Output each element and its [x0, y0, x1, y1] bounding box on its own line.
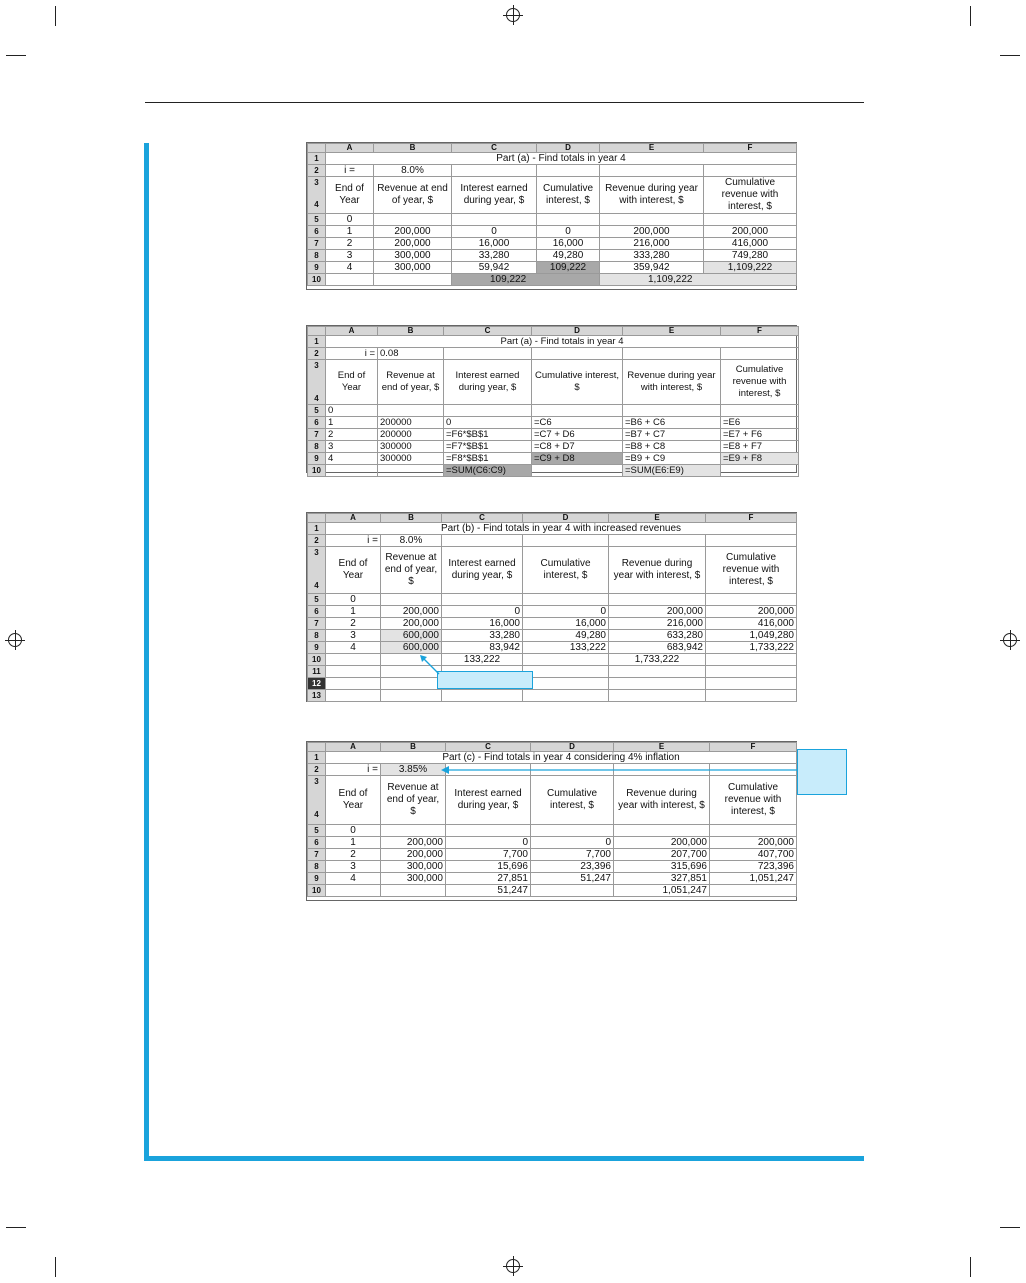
row-header[interactable]: 1	[308, 336, 326, 348]
cell[interactable]	[721, 405, 799, 417]
cell[interactable]	[614, 825, 710, 837]
cell[interactable]: 200,000	[381, 837, 446, 849]
cell[interactable]: =E7 + F6	[721, 429, 799, 441]
column-header[interactable]: C	[452, 144, 537, 153]
cell[interactable]: 359,942	[600, 262, 704, 274]
cell[interactable]: 200,000	[600, 226, 704, 238]
cell[interactable]	[706, 535, 797, 547]
cell[interactable]: 59,942	[452, 262, 537, 274]
column-label[interactable]: End of Year	[326, 177, 374, 214]
row-header[interactable]: 7	[308, 849, 326, 861]
cell[interactable]	[706, 690, 797, 702]
cell[interactable]	[710, 885, 797, 897]
crop-mark	[6, 55, 26, 56]
total-revenue-cell[interactable]: =SUM(E6:E9)	[623, 465, 721, 477]
cell[interactable]: 723,396	[710, 861, 797, 873]
column-header[interactable]: B	[381, 743, 446, 752]
cell[interactable]: 200,000	[381, 606, 442, 618]
cell-highlighted[interactable]: 600,000	[381, 630, 442, 642]
cell[interactable]: 4	[326, 873, 381, 885]
column-header[interactable]: B	[378, 327, 444, 336]
row-header[interactable]: 1	[308, 523, 326, 535]
row-header[interactable]: 1	[308, 153, 326, 165]
cell[interactable]	[326, 885, 381, 897]
cell[interactable]: 1	[326, 606, 381, 618]
total-interest-cell[interactable]: 51,247	[446, 885, 531, 897]
cell[interactable]	[378, 465, 444, 477]
cell[interactable]	[326, 654, 381, 666]
column-label[interactable]: Interest earned during year, $	[446, 776, 531, 825]
row-header[interactable]: 5	[308, 405, 326, 417]
column-header[interactable]: D	[537, 144, 600, 153]
crop-mark	[55, 1257, 56, 1277]
cell[interactable]: 23,396	[531, 861, 614, 873]
cell[interactable]	[523, 690, 609, 702]
cell[interactable]: 133,222	[523, 642, 609, 654]
cell[interactable]: 200000	[378, 417, 444, 429]
column-label[interactable]: Cumulative revenue with interest, $	[704, 177, 797, 214]
column-label[interactable]: Cumulative revenue with interest, $	[721, 360, 799, 405]
cell[interactable]: 0	[326, 214, 374, 226]
row-header[interactable]: 13	[308, 690, 326, 702]
cell[interactable]: 33,280	[452, 250, 537, 262]
cell[interactable]: 200,000	[609, 606, 706, 618]
cell[interactable]: 0	[326, 405, 378, 417]
column-header[interactable]: B	[374, 144, 452, 153]
cell[interactable]	[704, 165, 797, 177]
row-header[interactable]: 5	[308, 214, 326, 226]
cell[interactable]: 3	[326, 861, 381, 873]
cell[interactable]	[609, 594, 706, 606]
cell[interactable]	[623, 405, 721, 417]
row-header[interactable]: 2	[308, 165, 326, 177]
cell[interactable]	[532, 465, 623, 477]
cell[interactable]: 0	[531, 837, 614, 849]
column-header[interactable]: C	[446, 743, 531, 752]
cell[interactable]: 200,000	[381, 849, 446, 861]
callout-box	[797, 749, 847, 795]
cell[interactable]: =F7*$B$1	[444, 441, 532, 453]
cell[interactable]: 3	[326, 250, 374, 262]
row-header[interactable]: 6	[308, 226, 326, 238]
cell[interactable]	[374, 274, 452, 286]
cell[interactable]: 4	[326, 262, 374, 274]
cell[interactable]: 0	[446, 837, 531, 849]
cell[interactable]: 16,000	[452, 238, 537, 250]
cell[interactable]: 416,000	[704, 238, 797, 250]
cell[interactable]	[531, 825, 614, 837]
cell[interactable]: 0	[452, 226, 537, 238]
cell-highlighted[interactable]: =C9 + D8	[532, 453, 623, 465]
sheet-title[interactable]: Part (c) - Find totals in year 4 considering 4% inflation	[326, 752, 797, 764]
corner-cell[interactable]	[308, 327, 326, 336]
cell[interactable]	[381, 594, 442, 606]
row-header[interactable]: 10	[308, 885, 326, 897]
column-label[interactable]: Cumulative interest, $	[531, 776, 614, 825]
sheet-title[interactable]: Part (a) - Find totals in year 4	[326, 153, 797, 165]
cell[interactable]	[378, 405, 444, 417]
cell[interactable]: 0	[537, 226, 600, 238]
cell[interactable]: =F6*$B$1	[444, 429, 532, 441]
row-header[interactable]: 3 4	[308, 547, 326, 594]
column-header[interactable]: E	[623, 327, 721, 336]
row-header[interactable]: 5	[308, 825, 326, 837]
cell-highlighted[interactable]: =E9 + F8	[721, 453, 799, 465]
column-label[interactable]: Revenue at end of year, $	[381, 547, 442, 594]
column-label[interactable]: Interest earned during year, $	[452, 177, 537, 214]
row-header[interactable]: 2	[308, 764, 326, 776]
row-header[interactable]: 7	[308, 429, 326, 441]
column-header[interactable]: E	[609, 514, 706, 523]
cell[interactable]	[710, 825, 797, 837]
cell[interactable]	[326, 678, 381, 690]
row-header[interactable]: 8	[308, 441, 326, 453]
cell[interactable]: 683,942	[609, 642, 706, 654]
row-header[interactable]: 3 4	[308, 360, 326, 405]
cell[interactable]: 7,700	[446, 849, 531, 861]
cell[interactable]: 83,942	[442, 642, 523, 654]
cell[interactable]	[721, 348, 799, 360]
cell[interactable]: 27,851	[446, 873, 531, 885]
cell[interactable]: =E6	[721, 417, 799, 429]
column-header[interactable]: C	[442, 514, 523, 523]
column-label[interactable]: Revenue during year with interest, $	[609, 547, 706, 594]
cell[interactable]	[452, 165, 537, 177]
cell[interactable]	[444, 348, 532, 360]
cell[interactable]: 200,000	[614, 837, 710, 849]
column-header[interactable]: A	[326, 327, 378, 336]
cell[interactable]: 407,700	[710, 849, 797, 861]
cell[interactable]: 4	[326, 642, 381, 654]
header-rule	[145, 102, 864, 103]
cell[interactable]: 300,000	[374, 262, 452, 274]
row-header-selected[interactable]: 12	[308, 678, 326, 690]
cell[interactable]	[600, 214, 704, 226]
column-header[interactable]: F	[721, 327, 799, 336]
cell[interactable]	[523, 535, 609, 547]
crop-mark	[55, 6, 56, 26]
row-header[interactable]: 1	[308, 752, 326, 764]
total-revenue-cell[interactable]: 1,051,247	[614, 885, 710, 897]
corner-cell[interactable]	[308, 514, 326, 523]
row-header[interactable]: 8	[308, 861, 326, 873]
column-label[interactable]: Revenue during year with interest, $	[614, 776, 710, 825]
cell[interactable]	[523, 678, 609, 690]
cell[interactable]: 300,000	[381, 861, 446, 873]
column-header[interactable]: F	[704, 144, 797, 153]
cell-highlighted[interactable]: 1,109,222	[704, 262, 797, 274]
cell[interactable]: 633,280	[609, 630, 706, 642]
cell[interactable]: =B6 + C6	[623, 417, 721, 429]
row-header[interactable]: 6	[308, 837, 326, 849]
rate-value[interactable]: 0.08	[378, 348, 444, 360]
cell[interactable]	[381, 690, 442, 702]
row-header[interactable]: 3 4	[308, 776, 326, 825]
column-header[interactable]: E	[614, 743, 710, 752]
cell[interactable]	[531, 885, 614, 897]
row-header[interactable]: 3 4	[308, 177, 326, 214]
sheet-title[interactable]: Part (b) - Find totals in year 4 with increased revenues	[326, 523, 797, 535]
cell[interactable]: 1,049,280	[706, 630, 797, 642]
cell[interactable]: 416,000	[706, 618, 797, 630]
cell[interactable]: 3	[326, 630, 381, 642]
row-header[interactable]: 6	[308, 417, 326, 429]
column-header[interactable]: D	[523, 514, 609, 523]
cell[interactable]	[374, 214, 452, 226]
cell[interactable]: 49,280	[537, 250, 600, 262]
rate-label[interactable]: i =	[326, 535, 381, 547]
corner-cell[interactable]	[308, 144, 326, 153]
cell[interactable]: 16,000	[523, 618, 609, 630]
column-label[interactable]: End of Year	[326, 360, 378, 405]
cell[interactable]	[446, 825, 531, 837]
spreadsheet-part-b	[306, 512, 797, 702]
total-revenue-cell[interactable]: 1,733,222	[609, 654, 706, 666]
rate-label[interactable]: i =	[326, 348, 378, 360]
cell[interactable]: 2	[326, 618, 381, 630]
cell[interactable]: =C6	[532, 417, 623, 429]
cell[interactable]	[326, 666, 381, 678]
column-label[interactable]: End of Year	[326, 776, 381, 825]
cell[interactable]	[706, 678, 797, 690]
crop-mark	[6, 1227, 26, 1228]
column-label[interactable]: Cumulative interest, $	[532, 360, 623, 405]
column-label[interactable]: Interest earned during year, $	[442, 547, 523, 594]
column-header[interactable]: A	[326, 743, 381, 752]
row-header[interactable]: 9	[308, 873, 326, 885]
cell[interactable]	[523, 666, 609, 678]
row-header[interactable]: 11	[308, 666, 326, 678]
cell[interactable]: 1	[326, 226, 374, 238]
cell[interactable]	[704, 214, 797, 226]
row-header[interactable]: 8	[308, 630, 326, 642]
cell[interactable]: =B7 + C7	[623, 429, 721, 441]
callout-arrow-icon	[415, 650, 445, 680]
corner-cell[interactable]	[308, 743, 326, 752]
cell[interactable]	[523, 654, 609, 666]
column-header[interactable]: F	[710, 743, 797, 752]
cell[interactable]	[537, 214, 600, 226]
cell[interactable]: 300,000	[381, 873, 446, 885]
spreadsheet-part-a-formulas	[306, 325, 797, 476]
cell[interactable]: 300000	[378, 453, 444, 465]
column-label[interactable]: Revenue at end of year, $	[381, 776, 446, 825]
cell[interactable]: 7,700	[531, 849, 614, 861]
cell[interactable]	[706, 666, 797, 678]
cell[interactable]	[623, 348, 721, 360]
crop-mark	[1000, 55, 1020, 56]
column-label[interactable]: Cumulative revenue with interest, $	[706, 547, 797, 594]
cell[interactable]: 200,000	[704, 226, 797, 238]
cell[interactable]: 4	[326, 453, 378, 465]
cell[interactable]	[442, 690, 523, 702]
cell[interactable]	[532, 348, 623, 360]
cell[interactable]: 200,000	[710, 837, 797, 849]
column-label[interactable]: Cumulative revenue with interest, $	[710, 776, 797, 825]
cell[interactable]	[326, 690, 381, 702]
callout-box	[437, 671, 533, 689]
column-header[interactable]: A	[326, 144, 374, 153]
cell[interactable]: 16,000	[442, 618, 523, 630]
cell[interactable]	[706, 654, 797, 666]
column-header[interactable]: E	[600, 144, 704, 153]
cell[interactable]: =C8 + D7	[532, 441, 623, 453]
sheet-title[interactable]: Part (a) - Find totals in year 4	[326, 336, 799, 348]
cell[interactable]: 33,280	[442, 630, 523, 642]
cell[interactable]	[609, 535, 706, 547]
cell[interactable]	[452, 214, 537, 226]
cell[interactable]: 315,696	[614, 861, 710, 873]
cell[interactable]: 300,000	[374, 250, 452, 262]
rate-value-highlighted[interactable]: 3.85%	[381, 764, 446, 776]
row-header[interactable]: 10	[308, 274, 326, 286]
cell[interactable]	[326, 465, 378, 477]
row-header[interactable]: 9	[308, 453, 326, 465]
row-header[interactable]: 9	[308, 262, 326, 274]
cell[interactable]: =E8 + F7	[721, 441, 799, 453]
cell[interactable]	[442, 594, 523, 606]
column-label[interactable]: Revenue during year with interest, $	[623, 360, 721, 405]
registration-mark-icon	[8, 633, 22, 647]
cell[interactable]: 200000	[378, 429, 444, 441]
total-revenue-cell[interactable]: 1,109,222	[600, 274, 797, 286]
cell[interactable]: 0	[444, 417, 532, 429]
cell[interactable]: 207,700	[614, 849, 710, 861]
cell[interactable]: 200,000	[374, 238, 452, 250]
cell[interactable]: 2	[326, 849, 381, 861]
cell[interactable]: 2	[326, 429, 378, 441]
cell[interactable]: 3	[326, 441, 378, 453]
crop-mark	[970, 1257, 971, 1277]
cell[interactable]: 2	[326, 238, 374, 250]
cell-highlighted[interactable]: 600,000	[381, 642, 442, 654]
cell[interactable]: 200,000	[374, 226, 452, 238]
row-header[interactable]: 2	[308, 348, 326, 360]
cell[interactable]: 0	[442, 606, 523, 618]
cell[interactable]	[523, 594, 609, 606]
column-label[interactable]: Revenue at end of year, $	[378, 360, 444, 405]
column-header[interactable]: D	[532, 327, 623, 336]
crop-mark	[1000, 1227, 1020, 1228]
cell[interactable]: 1	[326, 837, 381, 849]
cell[interactable]	[326, 274, 374, 286]
cell[interactable]: 1,733,222	[706, 642, 797, 654]
column-header[interactable]: C	[444, 327, 532, 336]
rate-value[interactable]: 8.0%	[381, 535, 442, 547]
column-header[interactable]: A	[326, 514, 381, 523]
cell[interactable]: 0	[326, 825, 381, 837]
cell[interactable]: 749,280	[704, 250, 797, 262]
row-header[interactable]: 6	[308, 606, 326, 618]
cell-highlighted[interactable]: 109,222	[537, 262, 600, 274]
row-header[interactable]: 9	[308, 642, 326, 654]
total-interest-cell[interactable]: 133,222	[442, 654, 523, 666]
callout-arrow-icon	[440, 762, 800, 778]
cell[interactable]	[609, 678, 706, 690]
cell[interactable]: 16,000	[537, 238, 600, 250]
crop-mark	[970, 6, 971, 26]
accent-bar-left	[144, 143, 149, 1161]
cell[interactable]	[609, 690, 706, 702]
cell[interactable]	[706, 594, 797, 606]
cell[interactable]: 1	[326, 417, 378, 429]
column-label[interactable]: End of Year	[326, 547, 381, 594]
row-header[interactable]: 8	[308, 250, 326, 262]
cell[interactable]	[532, 405, 623, 417]
row-header[interactable]: 5	[308, 594, 326, 606]
column-label[interactable]: Revenue at end of year, $	[374, 177, 452, 214]
row-header[interactable]: 10	[308, 465, 326, 477]
column-header[interactable]: F	[706, 514, 797, 523]
row-header[interactable]: 7	[308, 238, 326, 250]
cell[interactable]	[721, 465, 799, 477]
row-header[interactable]: 7	[308, 618, 326, 630]
cell[interactable]: 51,247	[531, 873, 614, 885]
column-header[interactable]: B	[381, 514, 442, 523]
rate-value[interactable]: 8.0%	[374, 165, 452, 177]
row-header[interactable]: 10	[308, 654, 326, 666]
cell[interactable]: =F8*$B$1	[444, 453, 532, 465]
column-label[interactable]: Cumulative interest, $	[537, 177, 600, 214]
rate-label[interactable]: i =	[326, 764, 381, 776]
column-label[interactable]: Interest earned during year, $	[444, 360, 532, 405]
total-interest-cell[interactable]: =SUM(C6:C9)	[444, 465, 532, 477]
column-label[interactable]: Cumulative interest, $	[523, 547, 609, 594]
cell[interactable]	[381, 825, 446, 837]
cell[interactable]: 333,280	[600, 250, 704, 262]
cell[interactable]	[609, 666, 706, 678]
cell[interactable]: 49,280	[523, 630, 609, 642]
cell[interactable]	[537, 165, 600, 177]
cell[interactable]: =B8 + C8	[623, 441, 721, 453]
cell[interactable]: 200,000	[381, 618, 442, 630]
cell[interactable]: 216,000	[609, 618, 706, 630]
column-label[interactable]: Revenue during year with interest, $	[600, 177, 704, 214]
cell[interactable]	[600, 165, 704, 177]
cell[interactable]: =B9 + C9	[623, 453, 721, 465]
accent-bar-bottom	[144, 1156, 864, 1161]
total-interest-cell[interactable]: 109,222	[452, 274, 600, 286]
cell[interactable]: 216,000	[600, 238, 704, 250]
spreadsheet-part-a-values	[306, 142, 797, 290]
cell[interactable]: 0	[326, 594, 381, 606]
cell[interactable]: 300000	[378, 441, 444, 453]
cell[interactable]: 0	[523, 606, 609, 618]
cell[interactable]	[381, 885, 446, 897]
registration-mark-icon	[506, 8, 520, 22]
cell[interactable]: =C7 + D6	[532, 429, 623, 441]
cell[interactable]: 327,851	[614, 873, 710, 885]
rate-label[interactable]: i =	[326, 165, 374, 177]
cell[interactable]: 1,051,247	[710, 873, 797, 885]
cell[interactable]	[442, 535, 523, 547]
row-header[interactable]: 2	[308, 535, 326, 547]
column-header[interactable]: D	[531, 743, 614, 752]
cell[interactable]	[444, 405, 532, 417]
cell[interactable]: 15,696	[446, 861, 531, 873]
registration-mark-icon	[1003, 633, 1017, 647]
registration-mark-icon	[506, 1259, 520, 1273]
cell[interactable]: 200,000	[706, 606, 797, 618]
